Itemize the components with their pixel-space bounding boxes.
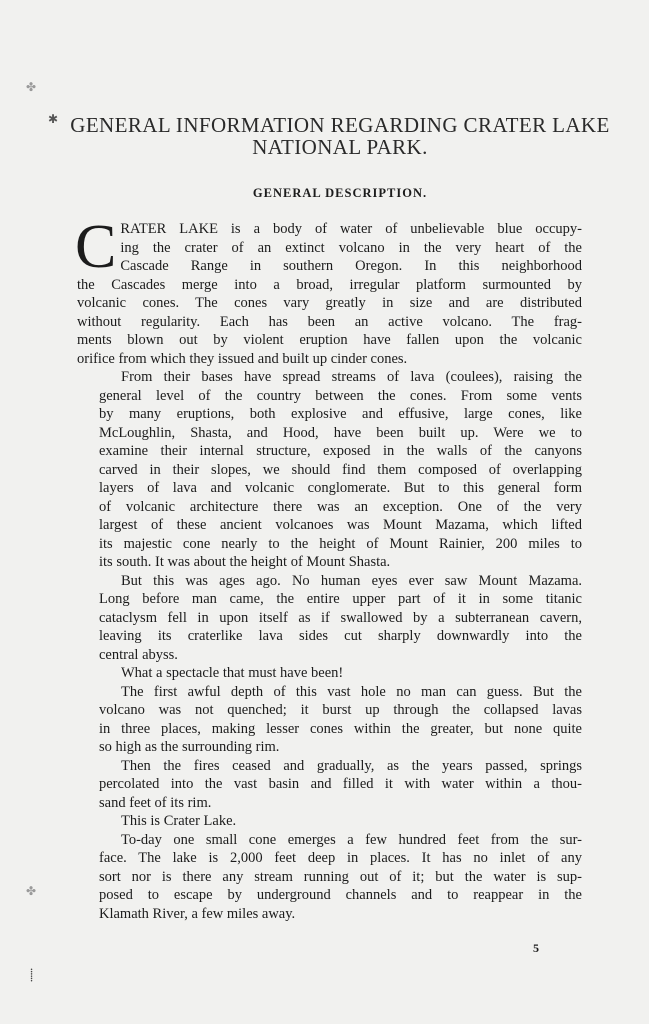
text-line: its south. It was about the height of Mount Shasta. <box>99 554 391 570</box>
text-line: leaving its craterlike lava sides cut sharply downwardly into the <box>99 628 582 644</box>
text-line: What a spectacle that must have been! <box>121 665 344 681</box>
text-line: so high as the surrounding rim. <box>99 739 280 755</box>
text-line: volcanic cones. The cones vary greatly in size and are distributed <box>77 295 582 311</box>
text-line: without regularity. Each has been an active volcano. The frag- <box>77 313 582 330</box>
scan-speck: ✱ <box>48 112 59 126</box>
scan-speck: ✤ <box>26 884 37 898</box>
text-line: in three places, making lesser cones within the greater, but none quite <box>99 720 582 737</box>
paragraph <box>77 572 582 665</box>
paragraph <box>77 664 582 683</box>
text-line: central abyss. <box>99 646 178 663</box>
text-line: ing the crater of an extinct volcano in the very heart of the <box>120 239 582 256</box>
text-line: volcano was not quenched; it burst up through the collapsed lavas <box>99 702 582 718</box>
text-line: percolated into the vast basin and filled it with water within a thou- <box>99 776 582 792</box>
text-line: sand feet of its rim. <box>99 794 212 811</box>
text-line: sort nor is there any stream running out of it; but the water is sup- <box>99 868 582 885</box>
text-line: This is Crater Lake. <box>121 813 237 829</box>
article-body <box>75 213 582 923</box>
text-line: RATER LAKE is a body of water of unbelievable blue occupy- <box>120 221 582 237</box>
text-line: its majestic cone nearly to the height of Mount Rainier, 200 miles to <box>99 535 582 552</box>
text-line: posed to escape by underground channels and to reappear in the <box>99 887 582 903</box>
text-line: But this was ages ago. No human eyes ever saw Mount Mazama. <box>121 572 582 589</box>
text-line: carved in their slopes, we should find them composed of overlapping <box>99 461 582 478</box>
text-line: the Cascades merge into a broad, irregular platform surmounted by <box>77 276 582 293</box>
text-line: Cascade Range in southern Oregon. In this neighborhood <box>120 258 582 274</box>
text-line: of volcanic architecture there was an exception. One of the very <box>99 498 582 515</box>
page-number: 5 <box>533 941 539 955</box>
drop-cap: C <box>75 213 117 281</box>
paragraph <box>77 683 582 757</box>
text-line: largest of these ancient volcanoes was Mount Mazama, which lifted <box>99 517 582 533</box>
text-line: Then the fires ceased and gradually, as the years passed, springs <box>121 757 582 774</box>
paragraph <box>77 831 582 924</box>
paragraph <box>77 757 582 813</box>
text-line: by many eruptions, both explosive and effusive, large cones, like <box>99 406 582 422</box>
text-line: Klamath River, a few miles away. <box>99 905 296 922</box>
scan-speck: ✤ <box>26 80 37 94</box>
text-line: examine their internal structure, exposed in the walls of the canyons <box>99 443 582 459</box>
section-heading: GENERAL DESCRIPTION. <box>252 186 428 200</box>
text-line: From their bases have spread streams of lava (coulees), raising the <box>121 369 582 385</box>
paragraph <box>77 812 582 831</box>
text-line: The first awful depth of this vast hole no man can guess. But the <box>121 683 582 700</box>
text-line: To-day one small cone emerges a few hundred feet from the sur- <box>121 831 582 848</box>
text-line: orifice from which they issued and built up cinder cones. <box>77 350 408 367</box>
text-line: cataclysm fell in upon itself as if swallowed by a subterranean cavern, <box>99 609 582 626</box>
scan-speck: ⸽ <box>30 968 34 982</box>
paragraph <box>77 368 582 572</box>
text-line: McLoughlin, Shasta, and Hood, have been built up. Were we to <box>99 424 582 441</box>
text-line: general level of the country between the cones. From some vents <box>99 387 582 404</box>
page-title-line-1: GENERAL INFORMATION REGARDING CRATER LAKE <box>70 113 610 137</box>
text-line: Long before man came, the entire upper part of it in some titanic <box>99 591 582 607</box>
page-title-line-2: NATIONAL PARK. <box>252 135 428 159</box>
text-line: layers of lava and volcanic conglomerate. But to this general form <box>99 480 582 496</box>
text-line: ments blown out by violent eruption have fallen upon the volcanic <box>77 332 582 348</box>
text-line: face. The lake is 2,000 feet deep in places. It has no inlet of any <box>99 850 582 866</box>
paragraph <box>75 213 582 368</box>
